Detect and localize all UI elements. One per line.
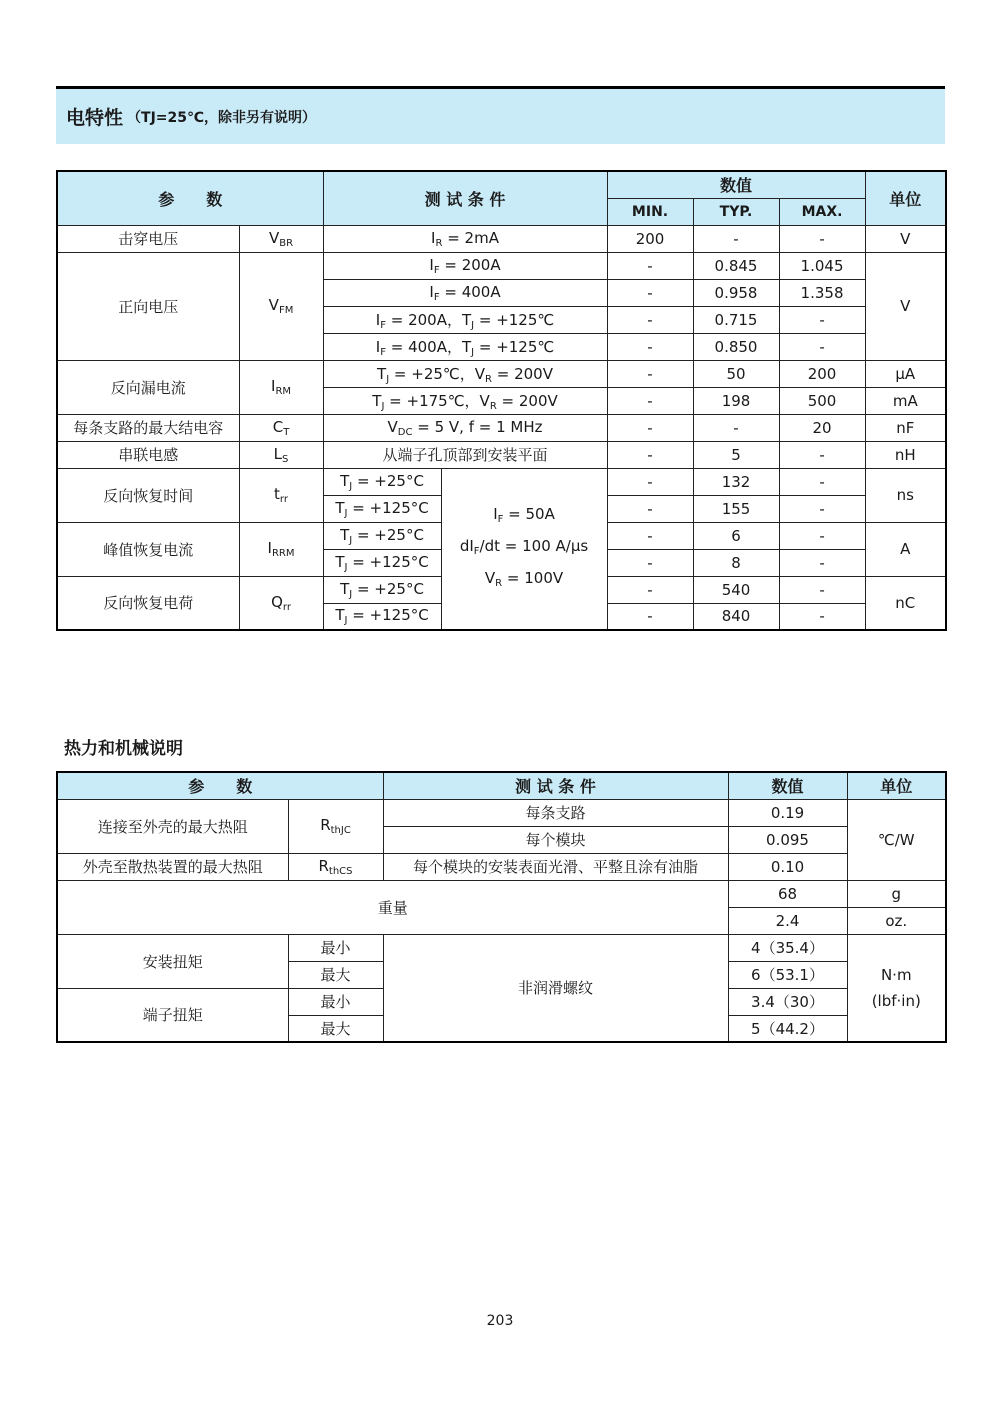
value-typ: 0.958 [693, 279, 779, 306]
value-typ: 8 [693, 549, 779, 576]
value-max: - [779, 468, 865, 495]
section-title: 电特性 [66, 107, 124, 129]
value-typ: 132 [693, 468, 779, 495]
value: 4（35.4） [728, 934, 847, 961]
param-symbol: $R_{thCS}$ [288, 853, 383, 880]
table-row [57, 468, 946, 495]
value-typ: 198 [693, 387, 779, 414]
value-max: - [779, 549, 865, 576]
table-row [57, 880, 946, 907]
section-banner [56, 89, 945, 144]
test-condition: 每条支路 [383, 799, 728, 826]
electrical-characteristics-table [56, 170, 947, 631]
unit: oz. [847, 907, 946, 934]
value-min: - [607, 468, 693, 495]
header-value: 数值 [728, 772, 847, 799]
value-min: 200 [607, 225, 693, 252]
header-typ: TYP. [693, 198, 779, 225]
test-condition: $I_F = 200A$，$T_J$ = +125℃ [323, 306, 607, 333]
test-condition: 从端子孔顶部到安装平面 [323, 441, 607, 468]
header-row [57, 171, 946, 198]
value-typ: 540 [693, 576, 779, 603]
header-param: 参 数 [57, 171, 323, 225]
value-min: - [607, 252, 693, 279]
tj-condition: $T_J = +125^\circ C$ [323, 495, 441, 522]
value: 0.19 [728, 799, 847, 826]
param-name: 每条支路的最大结电容 [57, 414, 239, 441]
value-min: - [607, 441, 693, 468]
param-name: 重量 [57, 880, 728, 934]
value-min: - [607, 360, 693, 387]
value-typ: 0.845 [693, 252, 779, 279]
unit: A [865, 522, 946, 576]
value-typ: 5 [693, 441, 779, 468]
param-name: 连接至外壳的最大热阻 [57, 799, 288, 853]
value-max: 500 [779, 387, 865, 414]
param-symbol: $R_{thJC}$ [288, 799, 383, 853]
test-condition: $T_J$ = +25℃，$V_R = 200V$ [323, 360, 607, 387]
test-condition: $I_F = 200A$ [323, 252, 607, 279]
value-min: - [607, 495, 693, 522]
header-param: 参 数 [57, 772, 383, 799]
value-typ: - [693, 225, 779, 252]
test-condition: 每个模块 [383, 826, 728, 853]
thermal-mechanical-table [56, 771, 947, 1043]
table-row [57, 225, 946, 252]
test-condition: 每个模块的安装表面光滑、平整且涂有油脂 [383, 853, 728, 880]
param-name: 外壳至散热装置的最大热阻 [57, 853, 288, 880]
param-symbol: $Q_{rr}$ [239, 576, 323, 630]
unit: nF [865, 414, 946, 441]
page-number: 203 [486, 1313, 514, 1329]
value-max: - [779, 441, 865, 468]
param-symbol: $I_{RRM}$ [239, 522, 323, 576]
value-max: 1.358 [779, 279, 865, 306]
value-typ: 0.850 [693, 333, 779, 360]
unit: V [865, 225, 946, 252]
section-title-note: （TJ=25℃，除非另有说明） [127, 109, 316, 126]
param-name: 反向恢复电荷 [57, 576, 239, 630]
param-name: 反向恢复时间 [57, 468, 239, 522]
value-max: - [779, 576, 865, 603]
shared-test-condition: $I_F = 50A$ $dI_F/dt = 100$ A/μs $V_R = 100V$ [441, 468, 607, 630]
value-min: - [607, 333, 693, 360]
unit: N·m (lbf·in) [847, 934, 946, 1042]
limit-label: 最小 [288, 988, 383, 1015]
value-min: - [607, 279, 693, 306]
value: 0.095 [728, 826, 847, 853]
value-min: - [607, 603, 693, 630]
value-typ: 840 [693, 603, 779, 630]
value-min: - [607, 576, 693, 603]
header-cond: 测 试 条 件 [383, 772, 728, 799]
table-row [57, 441, 946, 468]
param-name: 串联电感 [57, 441, 239, 468]
value-min: - [607, 549, 693, 576]
param-symbol: $L_S$ [239, 441, 323, 468]
section2-title: 热力和机械说明 [64, 739, 183, 759]
limit-label: 最小 [288, 934, 383, 961]
header-min: MIN. [607, 198, 693, 225]
test-condition: $I_F = 400A$ [323, 279, 607, 306]
value-min: - [607, 414, 693, 441]
value-min: - [607, 387, 693, 414]
unit: g [847, 880, 946, 907]
value-max: 20 [779, 414, 865, 441]
value-max: 200 [779, 360, 865, 387]
tj-condition: $T_J = +125^\circ C$ [323, 549, 441, 576]
param-symbol: $C_T$ [239, 414, 323, 441]
test-condition: 非润滑螺纹 [383, 934, 728, 1042]
unit: ℃/W [847, 799, 946, 880]
value: 68 [728, 880, 847, 907]
value-min: - [607, 522, 693, 549]
value: 0.10 [728, 853, 847, 880]
value-max: - [779, 306, 865, 333]
table-row [57, 853, 946, 880]
unit: nC [865, 576, 946, 630]
value-max: - [779, 495, 865, 522]
value-max: 1.045 [779, 252, 865, 279]
param-name: 击穿电压 [57, 225, 239, 252]
tj-condition: $T_J = +25^\circ C$ [323, 576, 441, 603]
value-typ: 0.715 [693, 306, 779, 333]
header-unit: 单位 [847, 772, 946, 799]
param-name: 反向漏电流 [57, 360, 239, 414]
param-name: 正向电压 [57, 252, 239, 360]
unit: ns [865, 468, 946, 522]
value-max: - [779, 522, 865, 549]
unit: μA [865, 360, 946, 387]
value-typ: - [693, 414, 779, 441]
test-condition: $T_J$ = +175℃，$V_R = 200V$ [323, 387, 607, 414]
param-name: 端子扭矩 [57, 988, 288, 1042]
test-condition: $I_F = 400A$，$T_J$ = +125℃ [323, 333, 607, 360]
limit-label: 最大 [288, 1015, 383, 1042]
param-symbol: $V_{FM}$ [239, 252, 323, 360]
table-row [57, 414, 946, 441]
param-symbol: $V_{BR}$ [239, 225, 323, 252]
value-max: - [779, 603, 865, 630]
param-symbol: $I_{RM}$ [239, 360, 323, 414]
value-typ: 50 [693, 360, 779, 387]
unit: nH [865, 441, 946, 468]
header-unit: 单位 [865, 171, 946, 225]
value-max: - [779, 333, 865, 360]
value-min: - [607, 306, 693, 333]
tj-condition: $T_J = +25^\circ C$ [323, 522, 441, 549]
unit: V [865, 252, 946, 360]
test-condition: $V_{DC} = 5$ V, f = 1 MHz [323, 414, 607, 441]
unit: mA [865, 387, 946, 414]
table-row [57, 799, 946, 826]
tj-condition: $T_J = +25^\circ C$ [323, 468, 441, 495]
header-value: 数值 [607, 171, 865, 198]
header-row [57, 772, 946, 799]
value: 2.4 [728, 907, 847, 934]
value: 5（44.2） [728, 1015, 847, 1042]
header-max: MAX. [779, 198, 865, 225]
value-max: - [779, 225, 865, 252]
table-row [57, 934, 946, 961]
value: 3.4（30） [728, 988, 847, 1015]
table-row [57, 252, 946, 279]
test-condition: $I_R = 2mA$ [323, 225, 607, 252]
param-symbol: $t_{rr}$ [239, 468, 323, 522]
value-typ: 155 [693, 495, 779, 522]
param-name: 安装扭矩 [57, 934, 288, 988]
param-name: 峰值恢复电流 [57, 522, 239, 576]
tj-condition: $T_J = +125^\circ C$ [323, 603, 441, 630]
table-row [57, 360, 946, 387]
header-cond: 测 试 条 件 [323, 171, 607, 225]
value-typ: 6 [693, 522, 779, 549]
value: 6（53.1） [728, 961, 847, 988]
limit-label: 最大 [288, 961, 383, 988]
